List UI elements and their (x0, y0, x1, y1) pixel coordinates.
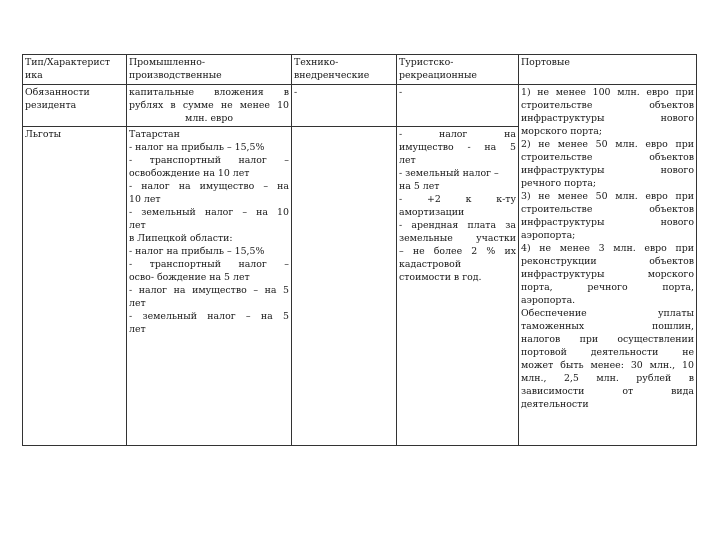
header-tourist-line: Туристско- (399, 57, 454, 68)
benefits-tourist-line: земельные участки (399, 233, 516, 244)
benefits-industrial-line: - транспортный налог – (129, 259, 289, 270)
benefits-industrial-line: лет (129, 324, 146, 335)
benefits-tourist-line: стоимости в год. (399, 272, 482, 283)
port-line: 2) не менее 50 млн. евро при (521, 139, 694, 150)
header-industrial-line: Промышленно- (129, 57, 206, 68)
benefits-tourist-line: - земельный налог – (399, 168, 499, 179)
port-line: может быть менее: 30 млн., 10 (521, 360, 694, 371)
port-line: аэропорта. (521, 295, 576, 306)
benefits-tourist-line: имущество - на 5 (399, 142, 516, 153)
header-cell-type (23, 55, 127, 85)
port-line: 3) не менее 50 млн. евро при (521, 191, 694, 202)
header-cell-port (519, 55, 697, 85)
benefits-tech-cell (292, 127, 397, 446)
duties-tourist-dash: - (399, 87, 403, 98)
header-tourist-line: рекреационные (399, 70, 477, 81)
header-industrial-line: производственные (129, 70, 222, 81)
duties-industrial-cell (127, 85, 292, 127)
port-line: Обеспечение уплаты (521, 308, 694, 319)
benefits-industrial-line: - транспортный налог – (129, 155, 289, 166)
port-line: 1) не менее 100 млн. евро при (521, 87, 694, 98)
benefits-industrial-line: Татарстан (129, 129, 180, 140)
header-tech-line: внедренческие (294, 70, 370, 81)
port-line: портовой деятельности не (521, 347, 694, 358)
duties-industrial-line: капитальные вложения в (129, 87, 289, 98)
table-row-duties (23, 85, 697, 127)
port-line: реконструкции объектов (521, 256, 694, 267)
benefits-tourist-line: на 5 лет (399, 181, 440, 192)
benefits-industrial-line: лет (129, 298, 146, 309)
port-line: инфраструктуры морского (521, 269, 694, 280)
benefits-industrial-line: - земельный налог – на 10 (129, 207, 289, 218)
benefits-industrial-line: в Липецкой области: (129, 233, 233, 244)
duties-tourist-cell (397, 85, 519, 127)
port-line: инфраструктуры нового (521, 217, 694, 228)
benefits-industrial-line: лет (129, 220, 146, 231)
duties-label-line: Обязанности (25, 87, 90, 98)
port-line: строительстве объектов (521, 204, 694, 215)
benefits-tourist-line: кадастровой (399, 259, 462, 270)
port-line: строительстве объектов (521, 100, 694, 111)
port-line: порта, речного порта, (521, 282, 694, 293)
port-line: инфраструктуры нового (521, 113, 694, 124)
benefits-tourist-line: - налог на (399, 129, 516, 140)
header-type-line: ика (25, 70, 43, 81)
port-line: зависимости от вида (521, 386, 694, 397)
port-line: налогов при осуществлении (521, 334, 694, 345)
port-line: аэропорта; (521, 230, 576, 241)
benefits-tourist-line: - +2 к к-ту (399, 194, 516, 205)
duties-tech-cell (292, 85, 397, 127)
table-header-row (23, 55, 697, 85)
header-cell-industrial (127, 55, 292, 85)
benefits-label: Льготы (25, 129, 62, 140)
duties-industrial-line: рублях в сумме не менее 10 (129, 100, 289, 111)
benefits-industrial-line: освобождение на 10 лет (129, 168, 250, 179)
port-details-cell (519, 85, 697, 446)
benefits-tourist-line: лет (399, 155, 416, 166)
port-line: инфраструктуры нового (521, 165, 694, 176)
port-line: таможенных пошлин, (521, 321, 694, 332)
port-line: строительстве объектов (521, 152, 694, 163)
benefits-tourist-cell (397, 127, 519, 446)
header-port-label: Портовые (521, 57, 570, 68)
benefits-industrial-line: 10 лет (129, 194, 161, 205)
duties-label-line: резидента (25, 100, 77, 111)
port-line: млн., 2,5 млн. рублей в (521, 373, 694, 384)
benefits-industrial-line: - налог на имущество – на (129, 181, 289, 192)
duties-tech-dash: - (294, 87, 298, 98)
port-line: деятельности (521, 399, 589, 410)
port-line: 4) не менее 3 млн. евро при (521, 243, 694, 254)
benefits-tourist-line: амортизации (399, 207, 465, 218)
sez-types-table (22, 54, 697, 446)
benefits-industrial-line: - земельный налог – на 5 (129, 311, 289, 322)
duties-label-cell (23, 85, 127, 127)
header-cell-tourist (397, 55, 519, 85)
benefits-tourist-line: - арендная плата за (399, 220, 516, 231)
benefits-industrial-line: осво- бождение на 5 лет (129, 272, 250, 283)
benefits-industrial-line: - налог на прибыль – 15,5% (129, 142, 265, 153)
duties-industrial-line: млн. евро (185, 113, 233, 124)
header-tech-line: Технико- (294, 57, 339, 68)
benefits-industrial-line: - налог на имущество – на 5 (129, 285, 289, 296)
header-cell-tech (292, 55, 397, 85)
port-line: речного порта; (521, 178, 597, 189)
benefits-industrial-cell (127, 127, 292, 446)
header-type-line: Тип/Характерист (25, 57, 111, 68)
benefits-industrial-line: - налог на прибыль – 15,5% (129, 246, 265, 257)
benefits-tourist-line: – не более 2 % их (399, 246, 516, 257)
benefits-label-cell (23, 127, 127, 446)
port-line: морского порта; (521, 126, 603, 137)
